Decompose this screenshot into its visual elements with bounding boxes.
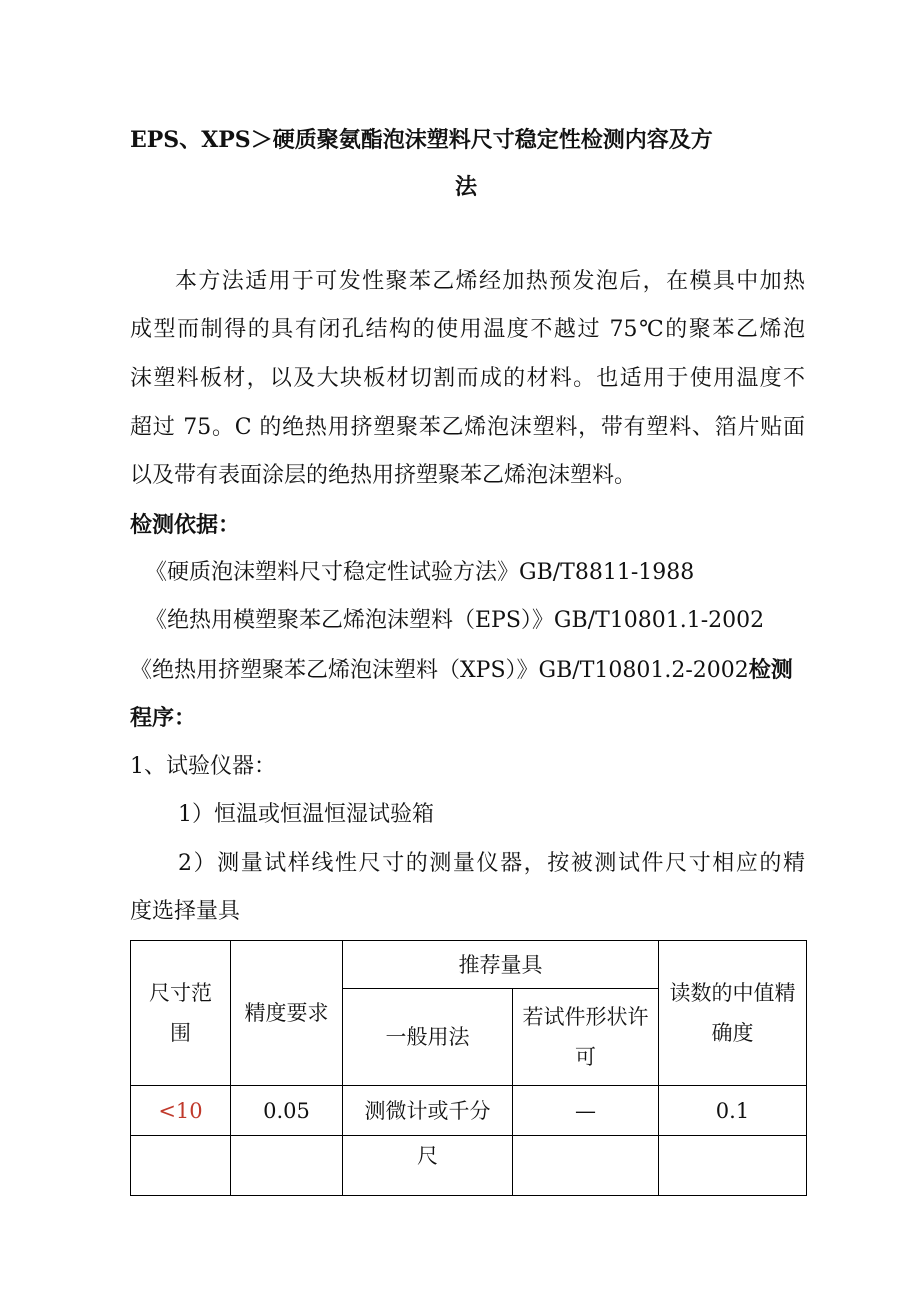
cell-range: <10	[131, 1086, 231, 1136]
document-title-line2: 法	[455, 174, 478, 200]
cell-precision: 0.05	[231, 1086, 343, 1136]
header-recommended-gauge: 推荐量具	[343, 941, 659, 989]
cell-general: 测微计或千分	[343, 1086, 513, 1136]
cell-if-allowed: —	[513, 1086, 659, 1136]
procedure-heading-part1: 检测	[748, 657, 793, 683]
intro-line3: 沫塑料板材，以及大块板材切割而成的材料。也适用于使用温度不	[130, 366, 805, 391]
standard-gb-t10801-2-row	[130, 655, 793, 686]
intro-line4: 超过 75。C 的绝热用挤塑聚苯乙烯泡沫塑料，带有塑料、箔片贴面	[130, 415, 805, 440]
section1-heading: 1、试验仪器：	[130, 754, 276, 779]
basis-heading: 检测依据：	[130, 512, 241, 538]
table-row	[131, 1136, 807, 1196]
header-reading-precision: 读数的中值精 确度	[659, 941, 807, 1086]
cell-if-allowed	[513, 1136, 659, 1196]
header-if-shape-allows: 若试件形状许 可	[513, 989, 659, 1086]
standard-gb-t8811: 《硬质泡沫塑料尺寸稳定性试验方法》GB/T8811-1988	[145, 560, 695, 585]
document-title-line1: EPS、XPS＞硬质聚氨酯泡沫塑料尺寸稳定性检测内容及方	[130, 127, 713, 153]
header-size-range: 尺寸范 围	[131, 941, 231, 1086]
intro-line5: 以及带有表面涂层的绝热用挤塑聚苯乙烯泡沫塑料。	[130, 463, 637, 488]
section1-item1: 1）恒温或恒温恒湿试验箱	[178, 802, 434, 827]
header-general-usage: 一般用法	[343, 989, 513, 1086]
intro-line2: 成型而制得的具有闭孔结构的使用温度不越过 75℃的聚苯乙烯泡	[130, 317, 805, 342]
standard-gb-t10801-2: 《绝热用挤塑聚苯乙烯泡沫塑料（XPS）》GB/T10801.2-2002	[130, 658, 749, 683]
cell-reading	[659, 1136, 807, 1196]
header-precision: 精度要求	[231, 941, 343, 1086]
standard-gb-t10801-1: 《绝热用模塑聚苯乙烯泡沫塑料（EPS）》GB/T10801.1-2002	[145, 608, 765, 633]
cell-reading: 0.1	[659, 1086, 807, 1136]
section1-item2-line2: 度选择量具	[130, 899, 241, 924]
measuring-instrument-table	[130, 940, 807, 1196]
table-row	[131, 1086, 807, 1136]
intro-line1: 本方法适用于可发性聚苯乙烯经加热预发泡后，在模具中加热	[175, 269, 805, 294]
cell-precision	[231, 1136, 343, 1196]
procedure-heading-part2: 程序：	[130, 705, 197, 731]
section1-item2-line1: 2）测量试样线性尺寸的测量仪器，按被测试件尺寸相应的精	[178, 851, 805, 876]
cell-general: 尺	[343, 1136, 513, 1196]
cell-range	[131, 1136, 231, 1196]
